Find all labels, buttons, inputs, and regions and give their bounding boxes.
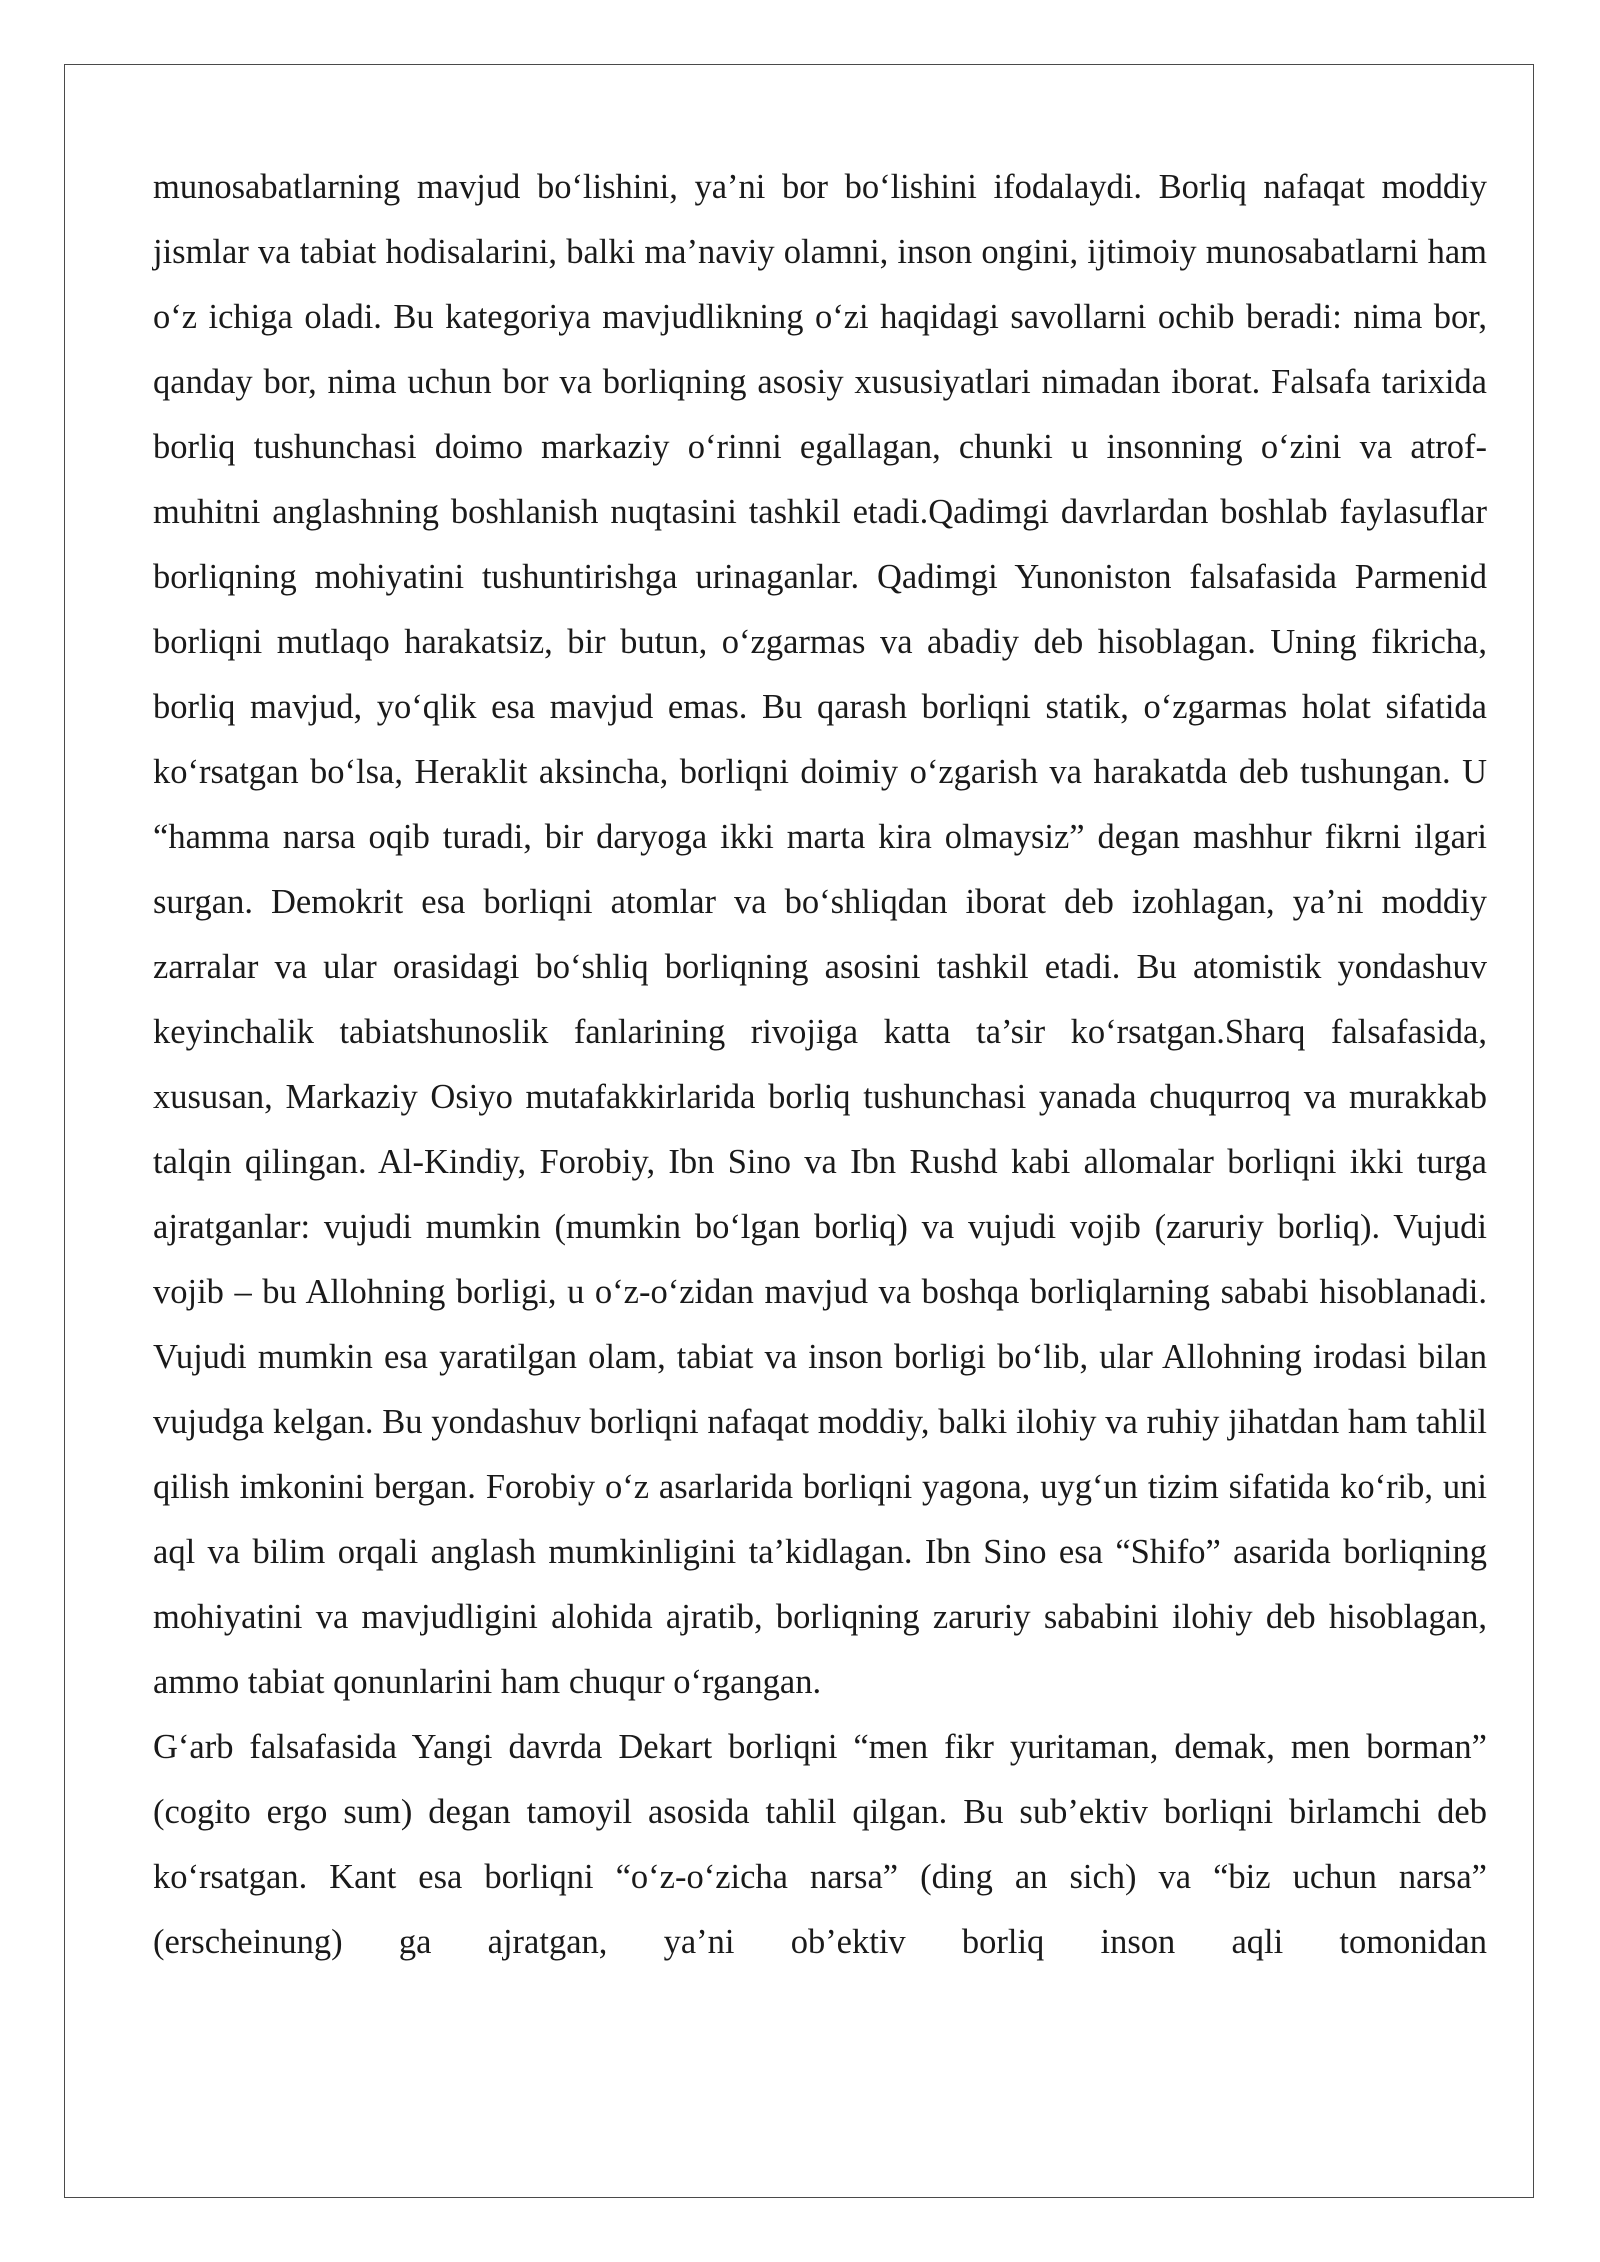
paragraph-western-philosophy: G‘arb falsafasida Yangi davrda Dekart borliqni “men fikr yuritaman, demak, men borman” (cogito ergo sum) degan tamoyil asosida tahlil qilgan. Bu sub’ektiv borliqni birlamchi deb ko‘rsatgan. Kant esa borliqni “o‘z-o‘zicha narsa” (ding an sich) va “biz uchun narsa” (erscheinung) ga ajratgan, ya’ni ob’ektiv borliq inson aqli tomonidan [153, 1728, 1487, 1961]
page-frame [64, 64, 1534, 2198]
paragraph-borliq-history: munosabatlarning mavjud bo‘lishini, ya’ni bor bo‘lishini ifodalaydi. Borliq nafaqat moddiy jismlar va tabiat hodisalarini, balki ma’naviy olamni, inson ongini, ijtimoiy munosabatlarni ham o‘z ichiga oladi. Bu kategoriya mavjudlikning o‘zi haqidagi savollarni ochib beradi: nima bor, qanday bor, nima uchun bor va borliqning asosiy xususiyatlari nimadan iborat. Falsafa tarixida borliq tushunchasi doimo markaziy o‘rinni egallagan, chunki u insonning o‘zini va atrof-muhitni anglashning boshlanish nuqtasini tashkil etadi.Qadimgi davrlardan boshlab faylasuflar borliqning mohiyatini tushuntirishga urinaganlar. Qadimgi Yunoniston falsafasida Parmenid borliqni mutlaqo harakatsiz, bir butun, o‘zgarmas va abadiy deb hisoblagan. Uning fikricha, borliq mavjud, yo‘qlik esa mavjud emas. Bu qarash borliqni statik, o‘zgarmas holat sifatida ko‘rsatgan bo‘lsa, Heraklit aksincha, borliqni doimiy o‘zgarish va harakatda deb tushungan. U “hamma narsa oqib turadi, bir daryoga ikki marta kira olmaysiz” degan mashhur fikrni ilgari surgan. Demokrit esa borliqni atomlar va bo‘shliqdan iborat deb izohlagan, ya’ni moddiy zarralar va ular orasidagi bo‘shliq borliqning asosini tashkil etadi. Bu atomistik yondashuv keyinchalik tabiatshunoslik fanlarining rivojiga katta ta’sir ko‘rsatgan.Sharq falsafasida, xususan, Markaziy Osiyo mutafakkirlarida borliq tushunchasi yanada chuqurroq va murakkab talqin qilingan. Al-Kindiy, Forobiy, Ibn Sino va Ibn Rushd kabi allomalar borliqni ikki turga ajratganlar: vujudi mumkin (mumkin bo‘lgan borliq) va vujudi vojib (zaruriy borliq). Vujudi vojib – bu Allohning borligi, u o‘z-o‘zidan mavjud va boshqa borliqlarning sababi hisoblanadi. Vujudi mumkin esa yaratilgan olam, tabiat va inson borligi bo‘lib, ular Allohning irodasi bilan vujudga kelgan. Bu yondashuv borliqni nafaqat moddiy, balki ilohiy va ruhiy jihatdan ham tahlil qilish imkonini bergan. Forobiy o‘z asarlarida borliqni yagona, uyg‘un tizim sifatida ko‘rib, uni aql va bilim orqali anglash mumkinligini ta’kidlagan. Ibn Sino esa “Shifo” asarida borliqning mohiyatini va mavjudligini alohida ajratib, borliqning zaruriy sababini ilohiy deb hisoblagan, ammo tabiat qonunlarini ham chuqur o‘rgangan. [153, 168, 1487, 1701]
document-body [153, 155, 1487, 1975]
